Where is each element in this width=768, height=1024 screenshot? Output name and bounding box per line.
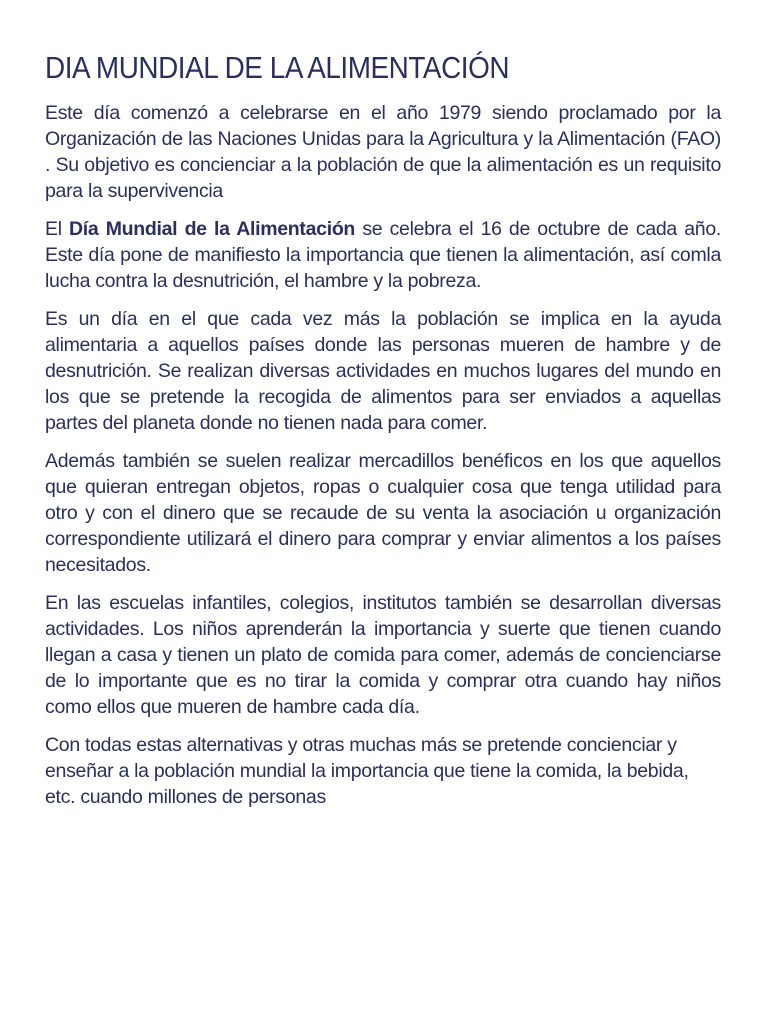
page-title: DIA MUNDIAL DE LA ALIMENTACIÓN — [45, 50, 510, 85]
document-page — [45, 48, 721, 822]
paragraph-2-rest: se celebra el 16 de octubre de cada año. Este día pone de manifiesto la importancia que tienen la alimentación, así comla lucha contra la desnutrición, el hambre y la pobreza. — [45, 218, 721, 292]
paragraph-2 — [45, 216, 721, 294]
paragraph-5: En las escuelas infantiles, colegios, institutos también se desarrollan diversas actividades. Los niños aprenderán la importancia y suerte que tienen cuando llegan a casa y tienen un plato de comida para comer, además de concienciarse de lo importante que es no tirar la comida y comprar otra cuando hay niños como ellos que mueren de hambre cada día. — [45, 592, 721, 718]
paragraph-2-bold-name: Día Mundial de la Alimentación — [69, 218, 356, 240]
paragraph-2-intro: El — [45, 218, 70, 240]
paragraph-6: Con todas estas alternativas y otras muchas más se pretende concienciar y enseñar a la población mundial la importancia que tiene la comida, la bebida, etc. cuando millones de personas — [45, 734, 689, 808]
paragraph-1: Este día comenzó a celebrarse en el año 1979 siendo proclamado por la Organización de las Naciones Unidas para la Agricultura y la Alimentación (FAO) . Su objetivo es concienciar a la población de que la alimentación es un requisito para la supervivencia — [45, 102, 721, 202]
paragraph-3: Es un día en el que cada vez más la población se implica en la ayuda alimentaria a aquellos países donde las personas mueren de hambre y de desnutrición. Se realizan diversas actividades en muchos lugares del mundo en los que se pretende la recogida de alimentos para ser enviados a aquellas partes del planeta donde no tienen nada para comer. — [45, 308, 721, 434]
paragraph-4: Además también se suelen realizar mercadillos benéficos en los que aquellos que quieran entregan objetos, ropas o cualquier cosa que tenga utilidad para otro y con el dinero que se recaude de su venta la asociación u organización correspondiente utilizará el dinero para comprar y enviar alimentos a los países necesitados. — [45, 450, 721, 576]
